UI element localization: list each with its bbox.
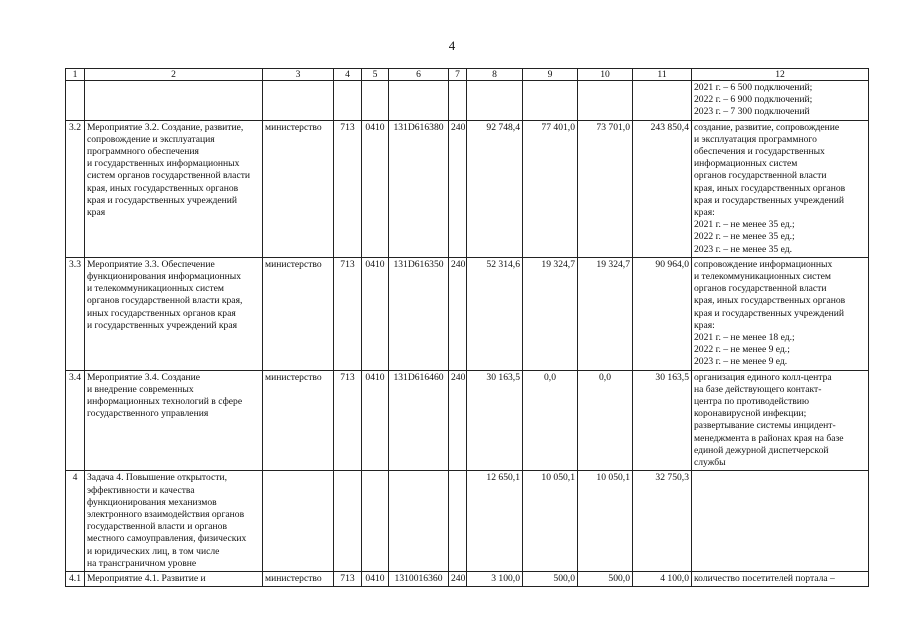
row-result: количество посетителей портала – bbox=[692, 571, 869, 586]
row-grbs: 713 bbox=[334, 370, 362, 471]
row-csr bbox=[389, 471, 449, 572]
row-executor: министерство bbox=[263, 571, 334, 586]
table-row bbox=[66, 471, 869, 572]
row-grbs: 713 bbox=[334, 571, 362, 586]
table-row bbox=[66, 120, 869, 257]
row-csr: 131D616350 bbox=[389, 257, 449, 370]
row-executor: министерство bbox=[263, 370, 334, 471]
row-total: 32 750,3 bbox=[633, 471, 692, 572]
row-result: 2021 г. – 6 500 подключений; 2022 г. – 6 900 подключений; 2023 г. – 7 300 подключений bbox=[692, 81, 869, 121]
header-cell: 6 bbox=[389, 69, 449, 81]
header-cell: 8 bbox=[467, 69, 523, 81]
table-row bbox=[66, 81, 869, 121]
row-name bbox=[85, 81, 263, 121]
row-executor: министерство bbox=[263, 257, 334, 370]
row-2021: 52 314,6 bbox=[467, 257, 523, 370]
table-row bbox=[66, 571, 869, 586]
header-cell: 11 bbox=[633, 69, 692, 81]
header-row bbox=[66, 69, 869, 81]
row-name: Мероприятие 3.3. Обеспечение функционирования информационных и телекоммуникационных систем органов государственной власти края, иных государственных органов края и государственных учреждений края bbox=[85, 257, 263, 370]
row-total: 4 100,0 bbox=[633, 571, 692, 586]
row-executor bbox=[263, 471, 334, 572]
row-rzpr bbox=[362, 81, 389, 121]
row-total: 90 964,0 bbox=[633, 257, 692, 370]
program-table bbox=[65, 68, 869, 587]
row-vr: 240 bbox=[449, 257, 467, 370]
row-2022: 500,0 bbox=[523, 571, 578, 586]
row-number bbox=[66, 81, 85, 121]
row-vr bbox=[449, 81, 467, 121]
row-total: 243 850,4 bbox=[633, 120, 692, 257]
row-2023: 10 050,1 bbox=[578, 471, 633, 572]
row-result bbox=[692, 471, 869, 572]
row-2022: 10 050,1 bbox=[523, 471, 578, 572]
row-2023: 500,0 bbox=[578, 571, 633, 586]
row-total bbox=[633, 81, 692, 121]
header-cell: 4 bbox=[334, 69, 362, 81]
row-csr: 131D616460 bbox=[389, 370, 449, 471]
row-2021 bbox=[467, 81, 523, 121]
row-executor bbox=[263, 81, 334, 121]
row-name: Задача 4. Повышение открытости, эффективности и качества функционирования механизмов электронного взаимодействия органов государственной власти и органов местного самоуправления, физических и юридических лиц, в том числе на трансграничном уровне bbox=[85, 471, 263, 572]
row-result: сопровождение информационных и телекоммуникационных систем органов государственной власти края, иных государственных органов края и государственных учреждений края: 2021 г. – не менее 18 ед.; 2022 г. – не менее 9 ед.; 2023 г. – не менее 9 ед. bbox=[692, 257, 869, 370]
row-result: создание, развитие, сопровождение и эксплуатация программного обеспечения и государственных информационных систем органов государственной власти края, иных государственных органов края и государственных учреждений края: 2021 г. – не менее 35 ед.; 2022 г. – не менее 35 ед.; 2023 г. – не менее 35 ед. bbox=[692, 120, 869, 257]
row-csr: 131D616380 bbox=[389, 120, 449, 257]
header-cell: 9 bbox=[523, 69, 578, 81]
row-name: Мероприятие 3.2. Создание, развитие, сопровождение и эксплуатация программного обеспечения и государственных информационных систем органов государственной власти края, иных государственных органов края и государственных учреждений края bbox=[85, 120, 263, 257]
row-2022: 19 324,7 bbox=[523, 257, 578, 370]
row-2022: 0,0 bbox=[523, 370, 578, 471]
table-row bbox=[66, 257, 869, 370]
table-row bbox=[66, 370, 869, 471]
row-2023: 0,0 bbox=[578, 370, 633, 471]
row-rzpr: 0410 bbox=[362, 257, 389, 370]
row-vr bbox=[449, 471, 467, 572]
row-rzpr: 0410 bbox=[362, 571, 389, 586]
row-result: организация единого колл-центра на базе действующего контакт- центра по противодействию коронавирусной инфекции; развертывание системы инцидент- менеджмента в районах края на базе единой дежурной диспетчерской службы bbox=[692, 370, 869, 471]
row-2022 bbox=[523, 81, 578, 121]
row-2021: 3 100,0 bbox=[467, 571, 523, 586]
header-cell: 2 bbox=[85, 69, 263, 81]
row-number: 4.1 bbox=[66, 571, 85, 586]
row-grbs bbox=[334, 471, 362, 572]
row-rzpr: 0410 bbox=[362, 370, 389, 471]
row-vr: 240 bbox=[449, 571, 467, 586]
row-number: 4 bbox=[66, 471, 85, 572]
row-total: 30 163,5 bbox=[633, 370, 692, 471]
header-cell: 10 bbox=[578, 69, 633, 81]
row-2021: 30 163,5 bbox=[467, 370, 523, 471]
row-number: 3.2 bbox=[66, 120, 85, 257]
header-cell: 12 bbox=[692, 69, 869, 81]
row-rzpr bbox=[362, 471, 389, 572]
row-executor: министерство bbox=[263, 120, 334, 257]
row-2022: 77 401,0 bbox=[523, 120, 578, 257]
row-vr: 240 bbox=[449, 120, 467, 257]
row-rzpr: 0410 bbox=[362, 120, 389, 257]
header-cell: 3 bbox=[263, 69, 334, 81]
row-number: 3.4 bbox=[66, 370, 85, 471]
row-2021: 12 650,1 bbox=[467, 471, 523, 572]
row-grbs: 713 bbox=[334, 257, 362, 370]
page-number: 4 bbox=[448, 38, 456, 53]
row-2023: 19 324,7 bbox=[578, 257, 633, 370]
row-grbs: 713 bbox=[334, 120, 362, 257]
row-2023: 73 701,0 bbox=[578, 120, 633, 257]
row-name: Мероприятие 3.4. Создание и внедрение современных информационных технологий в сфере государственного управления bbox=[85, 370, 263, 471]
header-cell: 5 bbox=[362, 69, 389, 81]
row-2023 bbox=[578, 81, 633, 121]
row-name: Мероприятие 4.1. Развитие и bbox=[85, 571, 263, 586]
row-csr: 1310016360 bbox=[389, 571, 449, 586]
row-grbs bbox=[334, 81, 362, 121]
header-cell: 7 bbox=[449, 69, 467, 81]
row-csr bbox=[389, 81, 449, 121]
header-cell: 1 bbox=[66, 69, 85, 81]
row-number: 3.3 bbox=[66, 257, 85, 370]
row-vr: 240 bbox=[449, 370, 467, 471]
row-2021: 92 748,4 bbox=[467, 120, 523, 257]
